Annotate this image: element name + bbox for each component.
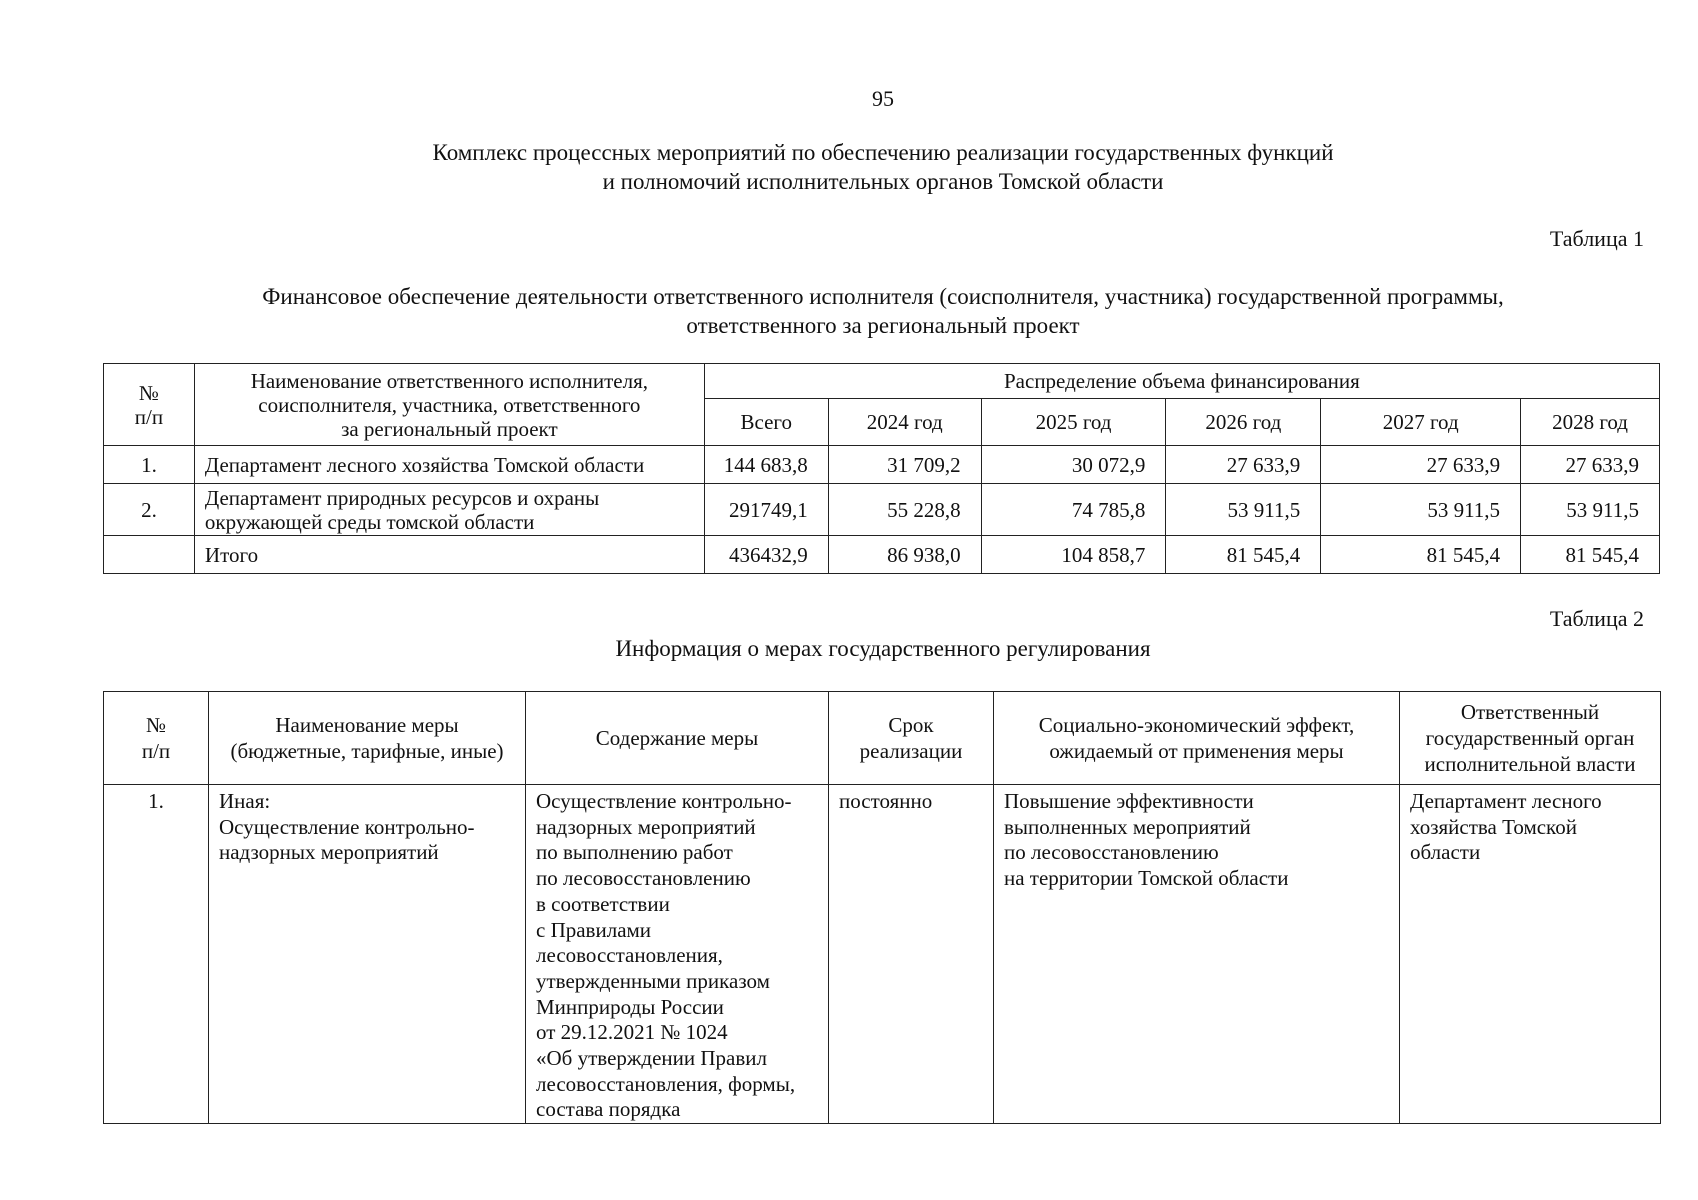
value-2028: 27 633,9 — [1521, 446, 1660, 484]
header-effect: Социально-экономический эффект, ожидаемый от применения меры — [994, 692, 1400, 785]
term-cell: постоянно — [829, 785, 994, 1124]
row-num: 1. — [104, 446, 195, 484]
responsible-cell: Департамент лесного хозяйства Томской области — [1400, 785, 1661, 1124]
table-row-total — [104, 536, 1660, 574]
value-2025: 74 785,8 — [981, 484, 1166, 536]
financing-table — [103, 363, 1660, 574]
header-distribution: Распределение объема финансирования — [704, 364, 1659, 399]
table-1-title — [0, 282, 1698, 340]
page-number: 95 — [872, 86, 894, 111]
header-executor-name: Наименование ответственного исполнителя, соисполнителя, участника, ответственного за региональный проект — [194, 364, 704, 446]
header-measure-name: Наименование меры (бюджетные, тарифные, иные) — [209, 692, 526, 785]
table-1-title-line: ответственного за региональный проект — [686, 313, 1080, 338]
document-title-line: Комплекс процессных мероприятий по обеспечению реализации государственных функций — [432, 140, 1334, 165]
regulation-measures-table — [103, 691, 1661, 1124]
header-total: Всего — [704, 399, 828, 446]
value-2024: 31 709,2 — [828, 446, 981, 484]
value-total: 291749,1 — [704, 484, 828, 536]
table-1-label: Таблица 1 — [1549, 226, 1644, 251]
value-total: 144 683,8 — [704, 446, 828, 484]
value-2026: 53 911,5 — [1166, 484, 1321, 536]
row-num: 1. — [104, 785, 209, 1124]
header-2025: 2025 год — [981, 399, 1166, 446]
row-num: 2. — [104, 484, 195, 536]
value-2024: 55 228,8 — [828, 484, 981, 536]
header-num: № п/п — [104, 364, 195, 446]
content-cell: Осуществление контрольно- надзорных мероприятий по выполнению работ по лесовосстановлению в соответствии с Правилами лесовосстановления, утвержденными приказом Минприроды России от 29.12.2021 № 1024 «Об утверждении Правил лесовосстановления, формы, состава порядка — [526, 785, 829, 1124]
effect-cell: Повышение эффективности выполненных мероприятий по лесовосстановлению на территории Томской области — [994, 785, 1400, 1124]
table-2-title: Информация о мерах государственного регулирования — [615, 636, 1151, 661]
value-2027: 53 911,5 — [1321, 484, 1521, 536]
measure-name-cell: Иная: Осуществление контрольно- надзорных мероприятий — [209, 785, 526, 1124]
value-2024: 86 938,0 — [828, 536, 981, 574]
value-2026: 81 545,4 — [1166, 536, 1321, 574]
header-2026: 2026 год — [1166, 399, 1321, 446]
header-content: Содержание меры — [526, 692, 829, 785]
value-2026: 27 633,9 — [1166, 446, 1321, 484]
header-num: № п/п — [104, 692, 209, 785]
row-num — [104, 536, 195, 574]
header-2027: 2027 год — [1321, 399, 1521, 446]
document-title-line: и полномочий исполнительных органов Томской области — [602, 169, 1164, 194]
value-2025: 104 858,7 — [981, 536, 1166, 574]
header-2028: 2028 год — [1521, 399, 1660, 446]
value-2028: 53 911,5 — [1521, 484, 1660, 536]
header-responsible: Ответственный государственный орган исполнительной власти — [1400, 692, 1661, 785]
value-2028: 81 545,4 — [1521, 536, 1660, 574]
table-row — [104, 484, 1660, 536]
value-2027: 81 545,4 — [1321, 536, 1521, 574]
value-2027: 27 633,9 — [1321, 446, 1521, 484]
row-executor-name: Департамент природных ресурсов и охраны окружающей среды томской области — [194, 484, 704, 536]
value-total: 436432,9 — [704, 536, 828, 574]
row-executor-name: Итого — [194, 536, 704, 574]
header-2024: 2024 год — [828, 399, 981, 446]
value-2025: 30 072,9 — [981, 446, 1166, 484]
table-2-label: Таблица 2 — [1549, 606, 1644, 631]
table-row — [104, 446, 1660, 484]
table-row — [104, 785, 1661, 1124]
row-executor-name: Департамент лесного хозяйства Томской области — [194, 446, 704, 484]
document-title — [0, 138, 1698, 196]
header-term: Срок реализации — [829, 692, 994, 785]
table-1-title-line: Финансовое обеспечение деятельности ответственного исполнителя (соисполнителя, участника) государственной программы, — [262, 284, 1504, 309]
